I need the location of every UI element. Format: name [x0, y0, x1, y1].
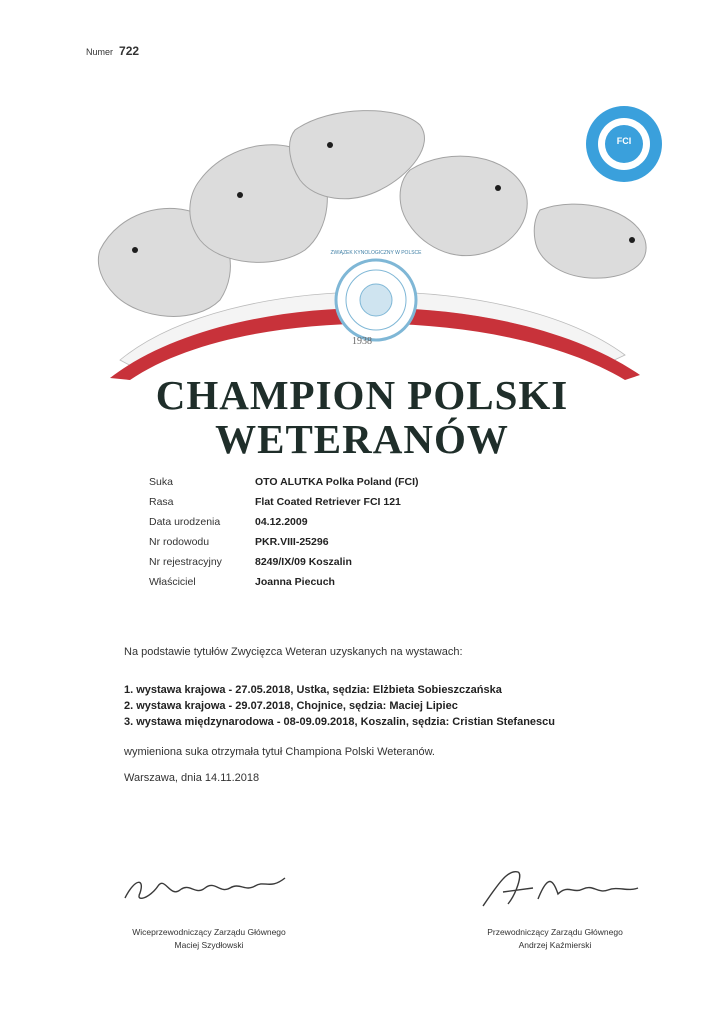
intro-text: Na podstawie tytułów Zwycięzca Weteran uzyskanych na wystawach: — [124, 646, 463, 658]
data-urodzenia-label: Data urodzenia — [149, 516, 221, 528]
win-2: 2. wystawa krajowa - 29.07.2018, Chojnice, sędzia: Maciej Lipiec — [124, 700, 458, 712]
wlasciciel-label: Właściciel — [149, 576, 196, 588]
win-1: 1. wystawa krajowa - 27.05.2018, Ustka, sędzia: Elżbieta Sobieszczańska — [124, 684, 502, 696]
right-signatory — [460, 926, 650, 952]
left-signature — [120, 868, 300, 908]
suka-value: OTO ALUTKA Polka Poland (FCI) — [255, 476, 419, 488]
conclusion-text: wymieniona suka otrzymała tytuł Championa Polski Weteranów. — [124, 746, 435, 758]
numer-value: 722 — [119, 44, 140, 58]
rasa-label: Rasa — [149, 496, 174, 508]
wlasciciel-value: Joanna Piecuch — [255, 576, 335, 588]
rasa-value: Flat Coated Retriever FCI 121 — [255, 496, 401, 508]
numer-label: Numer — [86, 47, 114, 57]
right-signature — [478, 864, 648, 912]
certificate-number — [86, 44, 139, 58]
win-3: 3. wystawa międzynarodowa - 08-09.09.2018, Koszalin, sędzia: Cristian Stefanescu — [124, 716, 556, 728]
nr-rejestracyjny-label: Nr rejestracyjny — [149, 556, 222, 568]
right-role: Przewodniczący Zarządu Głównego — [487, 927, 623, 937]
data-urodzenia-value: 04.12.2009 — [255, 516, 308, 528]
nr-rejestracyjny-value: 8249/IX/09 Koszalin — [255, 556, 352, 568]
suka-label: Suka — [149, 476, 173, 488]
dog-head-4 — [400, 156, 527, 256]
nr-rodowodu-label: Nr rodowodu — [149, 536, 210, 548]
fci-seal-label: FCI — [616, 136, 632, 146]
seal-year: 1938 — [352, 336, 372, 347]
title-line-1: CHAMPION POLSKI — [155, 372, 569, 418]
left-role: Wiceprzewodniczący Zarządu Głównego — [132, 927, 286, 937]
left-signatory — [104, 926, 314, 952]
zkwp-seal — [336, 260, 416, 340]
title-line-2: WETERANÓW — [215, 416, 509, 462]
place-date: Warszawa, dnia 14.11.2018 — [124, 772, 260, 784]
zkwp-seal-text: ZWIĄZEK KYNOLOGICZNY W POLSCE — [330, 250, 422, 256]
left-name: Maciej Szydłowski — [174, 940, 244, 950]
nr-rodowodu-value: PKR.VIII-25296 — [255, 536, 329, 548]
right-name: Andrzej Kaźmierski — [518, 940, 592, 950]
